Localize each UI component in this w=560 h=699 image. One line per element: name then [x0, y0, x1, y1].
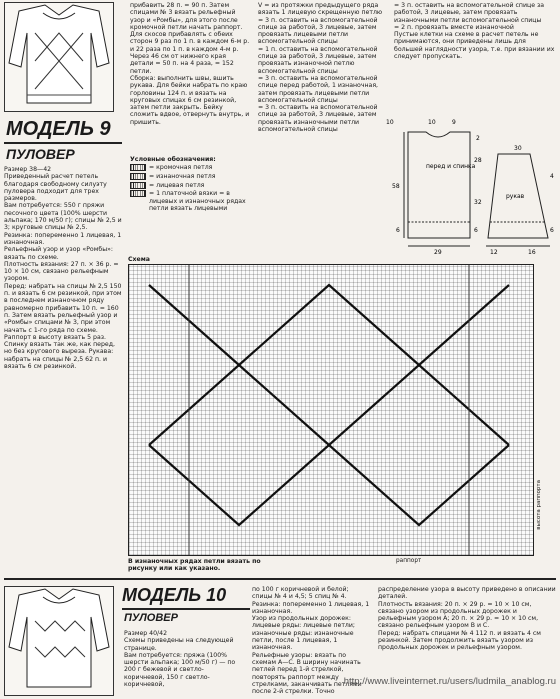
model9-column-3: V = из протяжки предыдущего ряда вязать 1 лицевую скрещенную петлю = 3 п. оставить на вспомогательной спице за работой, 3 лицевые, затем провязать лицевыми петли вспомогательной спицы = 1 п. оставить на вспомогательной спице за работой, 3 лицевые, затем провязать изнаночной петлю вспомогательной спицы = 3 п. оставить на вспомогательной спице перед работой, 1 изнаночная, затем провязать лицевыми петли вспомогательной спицы = 3 п. оставить на вспомогательной спице за работой, 3 лицевые, затем провязать изнаночными петли вспомогательной спицы [258, 2, 383, 134]
symbol-icon [130, 173, 146, 180]
dim-label: 6 [550, 227, 554, 234]
dim-label: 6 [396, 227, 400, 234]
chart-side-label: высота раппорта [536, 480, 542, 530]
model9-legend [130, 156, 252, 212]
sweater-illustration-9-icon [4, 2, 114, 112]
dim-label: 29 [434, 249, 442, 256]
dim-label: 16 [528, 249, 536, 256]
dim-label: 12 [490, 249, 498, 256]
symbol-icon [130, 182, 146, 189]
model9-title: МОДЕЛЬ 9 [6, 118, 111, 140]
rapport-label: раппорт [396, 558, 422, 564]
model10-divider [4, 578, 556, 580]
model10-title-divider [122, 608, 250, 610]
dim-label: 9 [452, 119, 456, 126]
watermark-url: http://www.liveinternet.ru/users/ludmila_anablog.ru [343, 676, 556, 687]
dim-label: 4 [550, 173, 554, 180]
dim-label: 58 [392, 183, 400, 190]
model10-column-1: Размер 40/42 Схемы приведены на следующей странице. Вам потребуется: пряжа (100% шерсти альпака; 100 м/50 г) — по 200 г бежевой и светло-коричневой, 150 г светло-коричневой, [124, 630, 236, 689]
dim-label: 28 [474, 157, 482, 164]
chart-label: Схема [128, 256, 150, 263]
dim-label: 10 [428, 119, 436, 126]
knitting-chart [128, 264, 534, 556]
dim-label: 10 [386, 119, 394, 126]
model10-column-2: по 100 г коричневой и белой; спицы № 4 и 4,5; 5 спиц № 4. Резинка: попеременно 1 лицевая, 1 изнаночная. Узор из продольных дорожек: лицевые ряды: лицевые петли; изнаночные ряды: изнаночные петли, после 1 лицевая, 1 изнаночная. Рельефные узоры: вязать по схемам А—С. В ширину начинать петлей перед 1-й стрелкой, повторять раппорт между стрелками, заканчивать петлями после 2-й стрелки. Точно [252, 586, 370, 696]
model9-divider [4, 142, 122, 144]
chart-note: В изнаночных рядах петли вязать по рисунку или как указано. [128, 558, 261, 573]
model10-subtitle: ПУЛОВЕР [124, 612, 178, 624]
garment-schematic [378, 118, 558, 256]
legend-item: = 1 платочной вязки = в лицевых и изнаночных рядах петли вязать лицевыми [130, 190, 252, 212]
sweater-illustration-10-icon [4, 586, 114, 696]
schematic-sleeve-label: рукав [506, 193, 525, 200]
legend-item: = лицевая петля [130, 181, 252, 190]
model10-title: МОДЕЛЬ 10 [122, 585, 227, 605]
dim-label: 32 [474, 199, 482, 206]
legend-title: Условные обозначения: [130, 156, 216, 163]
dim-label: 6 [474, 227, 478, 234]
model9-subtitle: ПУЛОВЕР [6, 146, 75, 162]
legend-item: = кромочная петля [130, 163, 252, 172]
model10-column-3: распределение узора в высоту приведено в описании деталей. Плотность вязания: 20 п. × 29 р. = 10 × 10 см, связано узором из продольных дорожек и рельефным узором А; 20 п. × 29 р. = 10 × 10 см, связано рельефным узором В и С. Перед: набрать спицами № 4 112 п. и вязать 4 см резинкой. Затем продолжить вязать узором из продольных дорожек и рельефным узором. [378, 586, 556, 652]
model9-column-2: прибавить 28 п. = 90 п. Затем спицами № 3 вязать рельефный узор и «Ромбы», для этого после кромочной петли начать раппорт. Для скосов прибавлять с обеих сторон 9 раз по 1 п. в каждом 6-м р. и 22 раза по 1 п. в каждом 4-м р. Через 46 см от нижнего края детали = 50 п. на 4 раза, = 152 петли. Сборка: выполнить швы, вшить рукава. Для бейки набрать по краю горловины 124 п. и вязать на круговых спицах 6 см резинкой, затем петли закрыть. Бейку сложить вдвое, отвернуть внутрь, и пришить. [130, 2, 250, 126]
schematic-front-label: перед и спинка [426, 163, 476, 170]
symbol-icon [130, 164, 146, 171]
dim-label: 2 [476, 135, 480, 142]
legend-item: = изнаночная петля [130, 172, 252, 181]
symbol-icon [130, 190, 146, 197]
model9-column-4: = 3 п. оставить на вспомогательной спице за работой, 3 лицевые, затем провязать изнаночными петли вспомогательной спицы = 2 п. провязать вместе изнаночной Пустые клетки на схеме в расчет петель не принимаются, они приведены лишь для большей наглядности узора, т.е. при вязании их следует пропускать. [394, 2, 555, 61]
model9-column-1: Размер 38—42 Приведенный расчет петель благодаря свободному силуэту пуловера подходит для трех размеров. Вам потребуется: 550 г пряжи песочного цвета (100% шерсти альпака; 170 м/50 г); спицы № 2,5 и 3; круговые спицы № 2,5. Резинка: попеременно 1 лицевая, 1 изнаночная. Рельефный узор и узор «Ромбы»: вязать по схеме. Плотность вязания: 27 п. × 36 р. = 10 × 10 см, связано рельефным узором. Перед: набрать на спицы № 2,5 150 п. и вязать 6 см резинкой, при этом в последнем изнаночном ряду равномерно прибавить 10 п. = 160 п. Затем вязать рельефный узор и «Ромбы» спицами № 3, при этом начать с 1-го ряда по схеме. Раппорт в высоту вязать 5 раз. Спинку вязать так же, как перед, но без кругового выреза. Рукава: набрать на спицы № 2,5 62 п. и вязать 6 см резинкой. [4, 166, 122, 371]
dim-label: 30 [514, 145, 522, 152]
